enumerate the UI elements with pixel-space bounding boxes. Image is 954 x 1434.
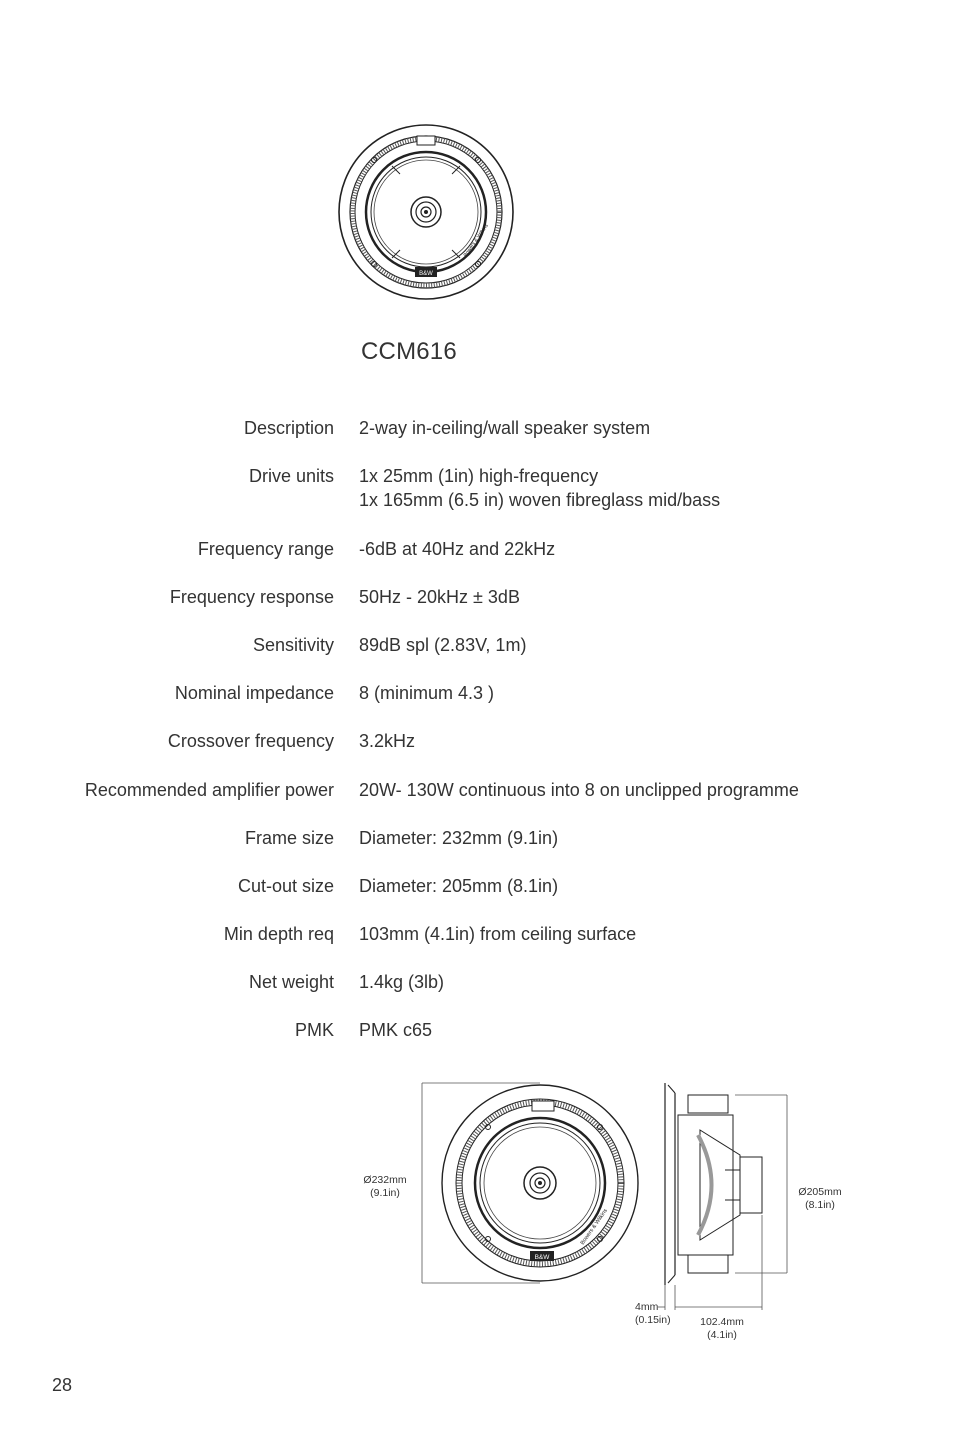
spec-value-line: Diameter: 232mm (9.1in) <box>359 828 559 848</box>
spec-label: Frequency range <box>197 539 334 559</box>
side-view <box>658 1083 787 1310</box>
spec-value-line: 3.2kHz <box>359 731 416 751</box>
brand-lettering: Bowers & Wilkins <box>579 1207 610 1247</box>
spec-value-line: -6dB at 40Hz and 22kHz <box>359 539 556 559</box>
spec-value <box>359 922 636 946</box>
frame-mm: Ø232mm <box>363 1174 407 1186</box>
page-number: 28 <box>52 1375 73 1395</box>
spec-value <box>359 729 415 753</box>
spec-value <box>359 633 526 657</box>
cutout-mm: Ø205mm <box>798 1186 842 1198</box>
spec-label: Cut-out size <box>237 876 334 896</box>
spec-value-line: 8 (minimum 4.3 ) <box>359 683 495 703</box>
spec-label: Crossover frequency <box>167 731 334 751</box>
logo-mark: B&W <box>419 271 433 277</box>
bezel-thickness-label <box>635 1301 681 1327</box>
brand-lettering: Bowers & Wilkins <box>462 223 490 259</box>
spec-label: Net weight <box>248 972 334 992</box>
spec-label: Sensitivity <box>252 635 334 655</box>
frame-in: (9.1in) <box>370 1187 400 1199</box>
spec-label: Frame size <box>244 828 334 848</box>
spec-value <box>359 826 558 850</box>
spec-value <box>359 1018 432 1042</box>
speaker-front-illustration <box>336 122 516 302</box>
spec-value-line: 1x 165mm (6.5 in) woven fibreglass mid/bass <box>359 490 721 510</box>
depth-mm: 102.4mm <box>700 1316 744 1328</box>
spec-value-line: 20W- 130W continuous into 8 on unclipped programme <box>359 780 799 800</box>
dimension-diagrams <box>400 1075 820 1355</box>
spec-value <box>359 778 799 802</box>
spec-value <box>359 464 720 512</box>
spec-value-line: 50Hz - 20kHz ± 3dB <box>359 587 520 607</box>
spec-label: Recommended amplifier power <box>84 780 334 800</box>
bezel-mm: 4mm <box>635 1301 659 1313</box>
spec-label: Drive units <box>248 466 334 486</box>
spec-label: Frequency response <box>169 587 334 607</box>
spec-value-line: PMK c65 <box>359 1020 433 1040</box>
spec-value <box>359 416 650 440</box>
spec-value <box>359 681 494 705</box>
spec-label: Nominal impedance <box>174 683 334 703</box>
bezel-in: (0.15in) <box>635 1314 671 1326</box>
frame-diameter-label <box>360 1174 410 1200</box>
cutout-diameter-label <box>790 1186 850 1212</box>
logo-mark: B&W <box>534 1254 550 1261</box>
spec-value <box>359 970 444 994</box>
spec-label: Description <box>243 418 334 438</box>
spec-value-line: 2-way in-ceiling/wall speaker system <box>359 418 651 438</box>
spec-value <box>359 585 520 609</box>
model-title: CCM616 <box>361 338 457 365</box>
front-view <box>422 1083 638 1283</box>
spec-value-line: 103mm (4.1in) from ceiling surface <box>359 924 637 944</box>
spec-value-line: Diameter: 205mm (8.1in) <box>359 876 559 896</box>
spec-value-line: 1x 25mm (1in) high-frequency <box>359 466 599 486</box>
cutout-in: (8.1in) <box>805 1199 835 1211</box>
depth-in: (4.1in) <box>707 1329 737 1341</box>
spec-value-line: 1.4kg (3lb) <box>359 972 445 992</box>
spec-value <box>359 537 555 561</box>
spec-value <box>359 874 558 898</box>
spec-value-line: 89dB spl (2.83V, 1m) <box>359 635 527 655</box>
depth-label <box>692 1316 752 1342</box>
spec-label: Min depth req <box>223 924 334 944</box>
spec-label: PMK <box>294 1020 334 1040</box>
